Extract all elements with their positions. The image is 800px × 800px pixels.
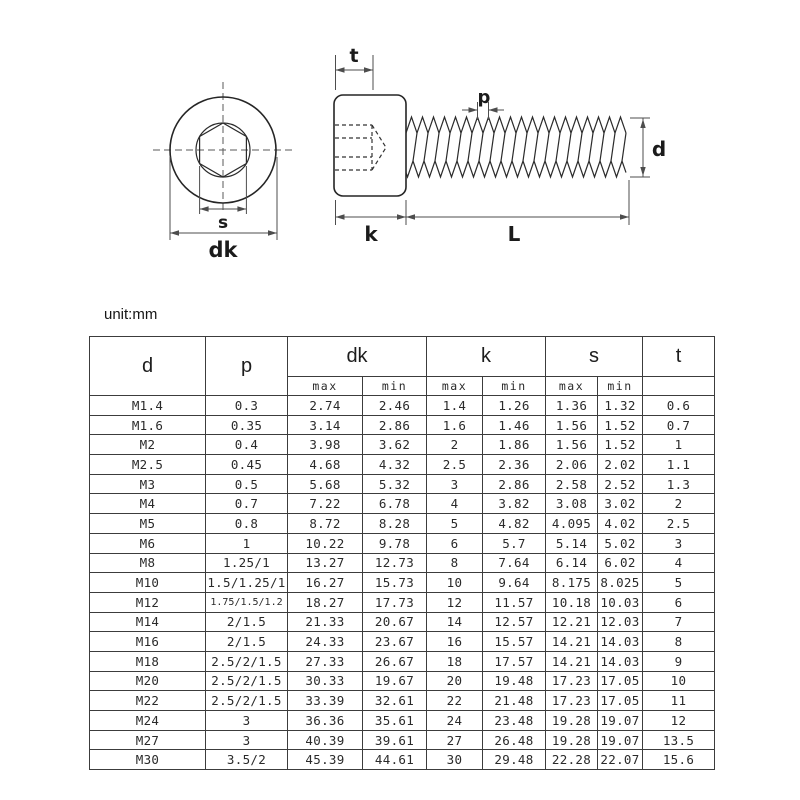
- table-cell: 12.73: [363, 553, 427, 573]
- table-cell: 19.67: [363, 671, 427, 691]
- table-cell: 1.1: [643, 455, 715, 475]
- table-cell: 2/1.5: [206, 612, 288, 632]
- table-cell: 2.74: [288, 396, 363, 416]
- table-cell: 0.3: [206, 396, 288, 416]
- table-cell: M10: [90, 573, 206, 593]
- table-row: [90, 573, 715, 593]
- col-header-s: s: [546, 337, 643, 377]
- subheader-k-max: max: [427, 377, 483, 396]
- table-row: [90, 750, 715, 770]
- table-cell: 22: [427, 691, 483, 711]
- table-cell: 4.82: [483, 514, 546, 534]
- table-cell: 6: [643, 592, 715, 612]
- col-header-p: p: [206, 337, 288, 396]
- table-cell: 10: [427, 573, 483, 593]
- table-cell: 23.67: [363, 632, 427, 652]
- table-cell: 24.33: [288, 632, 363, 652]
- table-cell: 27: [427, 730, 483, 750]
- table-row: [90, 514, 715, 534]
- table-row: [90, 396, 715, 416]
- table-cell: 1.46: [483, 415, 546, 435]
- table-cell: 2.86: [363, 415, 427, 435]
- table-cell: 5.14: [546, 533, 598, 553]
- dim-label-d: d: [651, 137, 667, 161]
- table-cell: 12: [427, 592, 483, 612]
- subheader-dk-min: min: [363, 377, 427, 396]
- table-cell: M12: [90, 592, 206, 612]
- table-cell: 17.23: [546, 691, 598, 711]
- dim-label-k: k: [364, 222, 378, 246]
- table-cell: 0.7: [206, 494, 288, 514]
- table-cell: 9.78: [363, 533, 427, 553]
- table-row: [90, 553, 715, 573]
- table-cell: 24: [427, 711, 483, 731]
- table-cell: 8: [427, 553, 483, 573]
- table-cell: 19.28: [546, 730, 598, 750]
- table-cell: M3: [90, 474, 206, 494]
- unit-label: unit:mm: [104, 306, 158, 323]
- table-cell: 12.57: [483, 612, 546, 632]
- table-cell: 11: [643, 691, 715, 711]
- table-cell: 2.5/2/1.5: [206, 691, 288, 711]
- table-cell: 4: [643, 553, 715, 573]
- table-cell: 20: [427, 671, 483, 691]
- table-cell: 18.27: [288, 592, 363, 612]
- table-cell: 39.61: [363, 730, 427, 750]
- table-cell: 2.58: [546, 474, 598, 494]
- table-cell: 1: [643, 435, 715, 455]
- table-cell: 33.39: [288, 691, 363, 711]
- table-cell: 4.68: [288, 455, 363, 475]
- table-cell: 8.28: [363, 514, 427, 534]
- table-cell: 6.02: [598, 553, 643, 573]
- table-cell: 17.73: [363, 592, 427, 612]
- table-cell: 2.36: [483, 455, 546, 475]
- table-cell: 7.64: [483, 553, 546, 573]
- table-cell: 1.26: [483, 396, 546, 416]
- table-cell: 22.28: [546, 750, 598, 770]
- table-cell: 40.39: [288, 730, 363, 750]
- table-cell: 19.07: [598, 711, 643, 731]
- dim-label-L: L: [507, 222, 521, 246]
- table-cell: 5: [427, 514, 483, 534]
- table-cell: 10.22: [288, 533, 363, 553]
- table-cell: 17.57: [483, 651, 546, 671]
- d-dimension: [630, 118, 666, 177]
- table-cell: 6.14: [546, 553, 598, 573]
- table-cell: 19.07: [598, 730, 643, 750]
- table-cell: 1.3: [643, 474, 715, 494]
- table-cell: 16: [427, 632, 483, 652]
- table-cell: 10.18: [546, 592, 598, 612]
- table-cell: 1.36: [546, 396, 598, 416]
- table-row: [90, 455, 715, 475]
- front-view: [153, 82, 293, 262]
- table-cell: 18: [427, 651, 483, 671]
- table-cell: 3.14: [288, 415, 363, 435]
- table-cell: 3.5/2: [206, 750, 288, 770]
- table-cell: 7: [643, 612, 715, 632]
- table-cell: 3.98: [288, 435, 363, 455]
- table-cell: 10: [643, 671, 715, 691]
- table-cell: 44.61: [363, 750, 427, 770]
- table-cell: M14: [90, 612, 206, 632]
- table-cell: 2/1.5: [206, 632, 288, 652]
- table-cell: M30: [90, 750, 206, 770]
- col-header-dk: dk: [288, 337, 427, 377]
- table-row: [90, 612, 715, 632]
- table-cell: 36.36: [288, 711, 363, 731]
- screw-head: [334, 95, 406, 196]
- table-cell: 2.02: [598, 455, 643, 475]
- side-view: [334, 45, 666, 246]
- table-cell: 14.03: [598, 651, 643, 671]
- table-cell: 17.05: [598, 671, 643, 691]
- table-row: [90, 711, 715, 731]
- table-cell: 5.7: [483, 533, 546, 553]
- table-cell: 5.32: [363, 474, 427, 494]
- table-cell: 8.175: [546, 573, 598, 593]
- subheader-dk-max: max: [288, 377, 363, 396]
- table-cell: 2.86: [483, 474, 546, 494]
- dim-label-p: p: [477, 87, 491, 108]
- table-cell: 1.32: [598, 396, 643, 416]
- table-cell: 11.57: [483, 592, 546, 612]
- table-cell: 6.78: [363, 494, 427, 514]
- table-cell: 2.5: [427, 455, 483, 475]
- table-cell: 27.33: [288, 651, 363, 671]
- table-cell: 19.28: [546, 711, 598, 731]
- table-cell: 8: [643, 632, 715, 652]
- table-cell: 14.03: [598, 632, 643, 652]
- table-cell: 4.095: [546, 514, 598, 534]
- table-cell: 15.57: [483, 632, 546, 652]
- table-cell: M1.6: [90, 415, 206, 435]
- table-cell: 9: [643, 651, 715, 671]
- table-cell: 14.21: [546, 632, 598, 652]
- table-cell: 21.48: [483, 691, 546, 711]
- socket-hidden-lines: [335, 125, 386, 170]
- table-cell: 45.39: [288, 750, 363, 770]
- table-cell: 30.33: [288, 671, 363, 691]
- table-row: [90, 474, 715, 494]
- table-cell: 23.48: [483, 711, 546, 731]
- table-cell: 26.48: [483, 730, 546, 750]
- table-row: [90, 415, 715, 435]
- table-cell: 3.62: [363, 435, 427, 455]
- table-cell: 17.23: [546, 671, 598, 691]
- table-row: [90, 730, 715, 750]
- dim-label-t: t: [349, 45, 359, 67]
- table-cell: 1.86: [483, 435, 546, 455]
- table-cell: M18: [90, 651, 206, 671]
- table-cell: 0.4: [206, 435, 288, 455]
- table-cell: M27: [90, 730, 206, 750]
- table-cell: 1.52: [598, 415, 643, 435]
- table-row: [90, 651, 715, 671]
- table-cell: 13.5: [643, 730, 715, 750]
- table-cell: 4.02: [598, 514, 643, 534]
- dim-label-s: s: [217, 213, 229, 233]
- table-cell: 1.52: [598, 435, 643, 455]
- table-cell: 2: [427, 435, 483, 455]
- table-cell: 3.08: [546, 494, 598, 514]
- table-cell: 21.33: [288, 612, 363, 632]
- table-cell: 2.5/2/1.5: [206, 671, 288, 691]
- table-cell: 1.5/1.25/1: [206, 573, 288, 593]
- table-cell: 0.7: [643, 415, 715, 435]
- table-cell: M24: [90, 711, 206, 731]
- table-cell: 1.4: [427, 396, 483, 416]
- table-row: [90, 435, 715, 455]
- table-cell: M6: [90, 533, 206, 553]
- subheader-t-empty: [643, 377, 715, 396]
- table-row: [90, 592, 715, 612]
- table-cell: 12.21: [546, 612, 598, 632]
- table-cell: 3.02: [598, 494, 643, 514]
- k-dimension: [336, 200, 407, 246]
- table-row: [90, 671, 715, 691]
- table-cell: 1.56: [546, 435, 598, 455]
- table-cell: 3: [206, 711, 288, 731]
- col-header-t: t: [643, 337, 715, 377]
- table-cell: 3: [643, 533, 715, 553]
- p-dimension: [462, 87, 504, 120]
- table-cell: 2.5: [643, 514, 715, 534]
- table-row: [90, 494, 715, 514]
- spec-table-body: [90, 396, 715, 770]
- l-dimension: [406, 180, 629, 246]
- table-cell: M16: [90, 632, 206, 652]
- table-cell: M22: [90, 691, 206, 711]
- table-cell: 32.61: [363, 691, 427, 711]
- t-dimension: [336, 45, 374, 90]
- table-row: [90, 533, 715, 553]
- table-cell: 1.25/1: [206, 553, 288, 573]
- table-cell: 5.02: [598, 533, 643, 553]
- table-cell: M1.4: [90, 396, 206, 416]
- table-cell: 16.27: [288, 573, 363, 593]
- col-header-d: d: [90, 337, 206, 396]
- spec-table: [89, 336, 715, 770]
- table-cell: 0.35: [206, 415, 288, 435]
- table-cell: M5: [90, 514, 206, 534]
- table-cell: M2.5: [90, 455, 206, 475]
- table-cell: 26.67: [363, 651, 427, 671]
- technical-drawing: [0, 0, 800, 300]
- table-cell: 10.03: [598, 592, 643, 612]
- table-cell: 2.52: [598, 474, 643, 494]
- table-cell: 1.6: [427, 415, 483, 435]
- table-cell: M20: [90, 671, 206, 691]
- table-cell: 5.68: [288, 474, 363, 494]
- table-cell: 4.32: [363, 455, 427, 475]
- table-cell: 35.61: [363, 711, 427, 731]
- table-cell: 15.73: [363, 573, 427, 593]
- table-cell: 1.56: [546, 415, 598, 435]
- table-cell: 14: [427, 612, 483, 632]
- table-cell: 0.45: [206, 455, 288, 475]
- table-cell: 3: [206, 730, 288, 750]
- table-cell: 2: [643, 494, 715, 514]
- table-cell: 6: [427, 533, 483, 553]
- table-cell: 29.48: [483, 750, 546, 770]
- table-cell: 7.22: [288, 494, 363, 514]
- table-cell: 9.64: [483, 573, 546, 593]
- dimension-arrowheads: [170, 67, 646, 235]
- table-cell: 0.5: [206, 474, 288, 494]
- thread-profile: [406, 117, 626, 177]
- table-cell: M4: [90, 494, 206, 514]
- table-cell: 15.6: [643, 750, 715, 770]
- table-cell: 12: [643, 711, 715, 731]
- table-cell: 2.46: [363, 396, 427, 416]
- dim-label-dk: dk: [208, 238, 238, 262]
- table-cell: 17.05: [598, 691, 643, 711]
- table-cell: 20.67: [363, 612, 427, 632]
- table-cell: 13.27: [288, 553, 363, 573]
- table-cell: 5: [643, 573, 715, 593]
- table-cell: 1.75/1.5/1.2: [206, 592, 288, 612]
- table-cell: M8: [90, 553, 206, 573]
- table-row: [90, 691, 715, 711]
- table-cell: 3.82: [483, 494, 546, 514]
- table-cell: 22.07: [598, 750, 643, 770]
- table-cell: 3: [427, 474, 483, 494]
- table-cell: 2.06: [546, 455, 598, 475]
- table-cell: 8.72: [288, 514, 363, 534]
- table-cell: 0.6: [643, 396, 715, 416]
- table-cell: M2: [90, 435, 206, 455]
- table-cell: 4: [427, 494, 483, 514]
- table-cell: 19.48: [483, 671, 546, 691]
- subheader-s-max: max: [546, 377, 598, 396]
- table-cell: 0.8: [206, 514, 288, 534]
- col-header-k: k: [427, 337, 546, 377]
- table-cell: 2.5/2/1.5: [206, 651, 288, 671]
- subheader-s-min: min: [598, 377, 643, 396]
- table-cell: 1: [206, 533, 288, 553]
- table-cell: 12.03: [598, 612, 643, 632]
- subheader-k-min: min: [483, 377, 546, 396]
- table-cell: 30: [427, 750, 483, 770]
- table-cell: 14.21: [546, 651, 598, 671]
- table-cell: 8.025: [598, 573, 643, 593]
- table-row: [90, 632, 715, 652]
